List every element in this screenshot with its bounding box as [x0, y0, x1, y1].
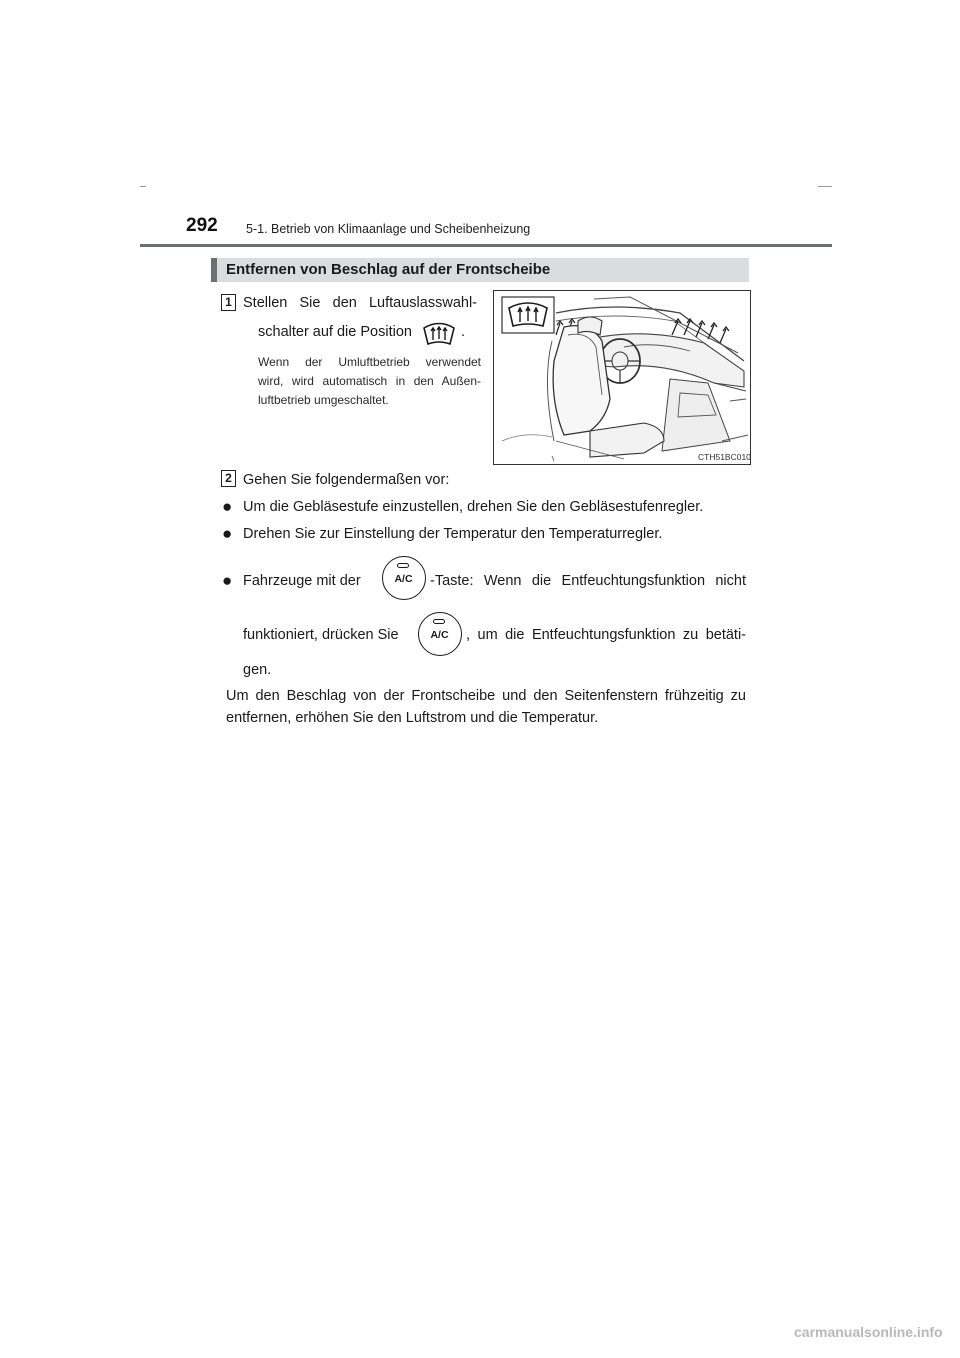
bullet-3-text-part3: funktioniert, drücken Sie	[243, 627, 399, 643]
bullet-2-text: Drehen Sie zur Einstellung der Temperatur den Temperaturregler.	[243, 526, 663, 542]
step1-note-line3: luftbetrieb umgeschaltet.	[258, 393, 389, 407]
step1-note-line1: Wenn der Umluftbetrieb verwendet	[258, 355, 481, 369]
ac-indicator-light-2	[433, 619, 445, 624]
bullet-3-text-part4: , um die Entfeuchtungsfunktion zu betäti-	[466, 627, 746, 643]
header-rule	[140, 244, 832, 247]
ac-button-label-2: A/C	[430, 629, 449, 641]
car-interior-illustration	[494, 291, 750, 464]
closing-text-line1: Um den Beschlag von der Frontscheibe und den Seitenfenstern frühzeitig zu	[226, 688, 746, 704]
closing-text-line2: entfernen, erhöhen Sie den Luftstrom und die Temperatur.	[226, 710, 599, 726]
section-path: 5-1. Betrieb von Klimaanlage und Scheibenheizung	[246, 222, 531, 236]
section-title: Entfernen von Beschlag auf der Frontscheibe	[226, 261, 551, 278]
step-number-2: 2	[221, 470, 236, 487]
bullet-3-marker: ●	[222, 571, 233, 590]
bullet-3-text-part5: gen.	[243, 662, 272, 678]
step1-text-line2-end: .	[461, 324, 466, 340]
step1-note-line2: wird, wird automatisch in den Außen-	[258, 374, 481, 388]
bullet-3-text-part1: Fahrzeuge mit der	[243, 573, 361, 589]
figure-code: CTH51BC010	[698, 452, 751, 462]
ac-button-icon	[382, 556, 426, 600]
bullet-1-text: Um die Gebläsestufe einzustellen, drehen Sie den Gebläsestufenregler.	[243, 499, 704, 515]
bullet-3-text-part2: -Taste: Wenn die Entfeuchtungsfunktion nicht	[430, 573, 746, 589]
bullet-2-marker: ●	[222, 524, 233, 543]
crop-mark-right	[818, 186, 832, 187]
ac-button-icon-2	[418, 612, 462, 656]
windshield-defroster-icon	[421, 320, 457, 346]
crop-mark-left	[140, 186, 146, 187]
step1-text-line2: schalter auf die Position	[258, 324, 412, 340]
page-number: 292	[186, 215, 218, 236]
step1-text-line1: Stellen Sie den Luftauslasswahl-	[243, 295, 477, 311]
bullet-1-marker: ●	[222, 497, 233, 516]
ac-indicator-light	[397, 563, 409, 568]
step-number-1: 1	[221, 294, 236, 311]
ac-button-label: A/C	[394, 573, 413, 585]
step2-intro: Gehen Sie folgendermaßen vor:	[243, 472, 450, 488]
car-interior-figure	[493, 290, 751, 465]
watermark: carmanualsonline.info	[794, 1324, 943, 1340]
